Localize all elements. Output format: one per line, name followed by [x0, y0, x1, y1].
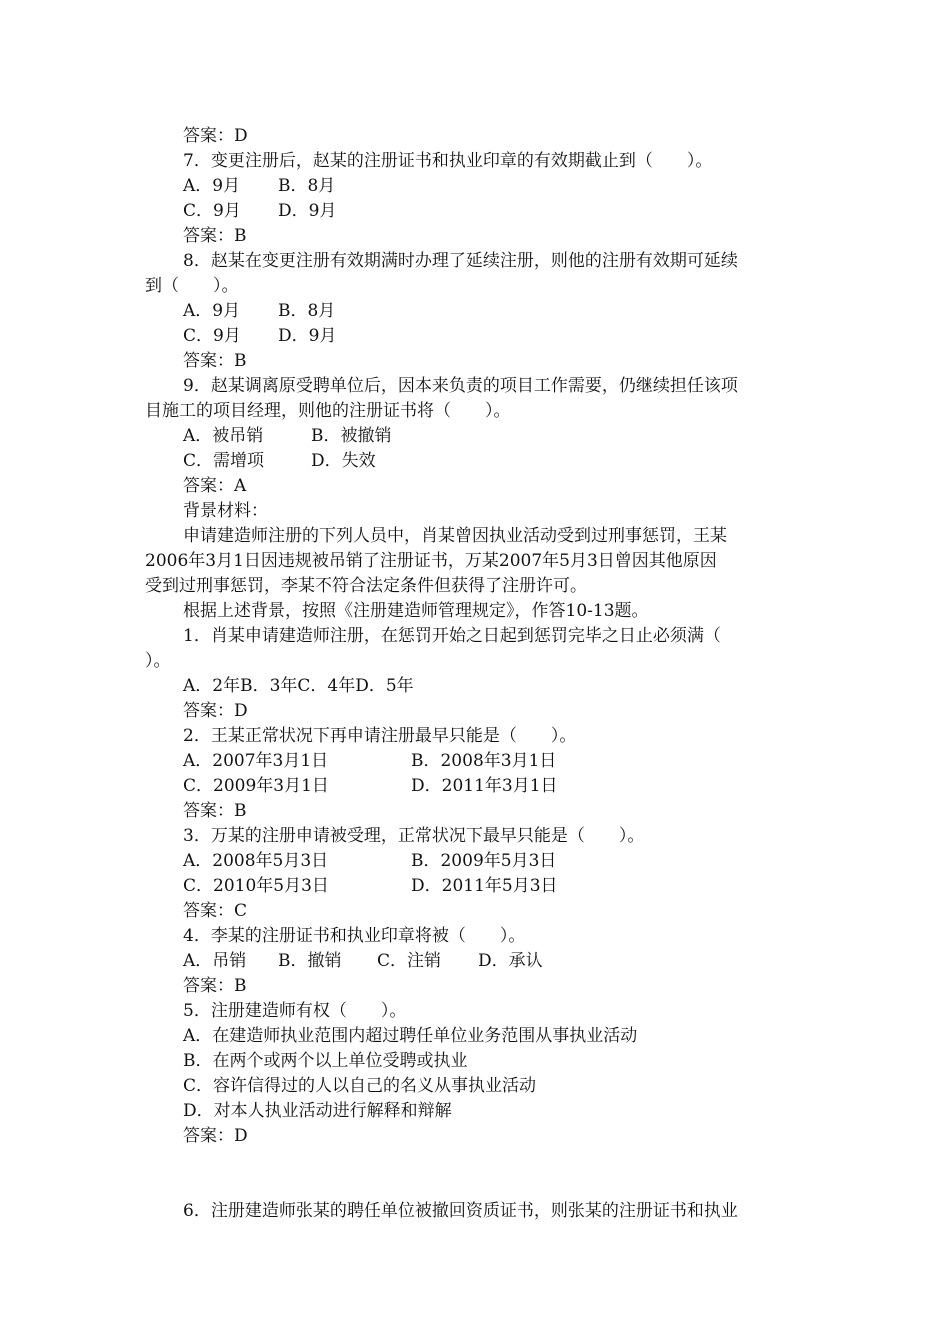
question-1-cont: ）。	[145, 651, 171, 671]
option-c: C．9月	[183, 201, 241, 221]
instruction-text: 根据上述背景，按照《注册建造师管理规定》，作答10-13题。	[183, 601, 649, 621]
option-a: A．在建造师执业范围内超过聘任单位业务范围从事执业活动	[183, 1026, 638, 1046]
option-c: C．注销	[377, 951, 442, 971]
background-heading: 背景材料：	[183, 501, 268, 521]
question-6: 6．注册建造师张某的聘任单位被撤回资质证书，则张某的注册证书和执业	[183, 1201, 738, 1221]
option-d: D．失效	[311, 451, 376, 471]
option-a: A．2008年5月3日	[183, 851, 329, 871]
option-d: D．2011年5月3日	[411, 876, 558, 896]
option-b: B．8月	[278, 176, 336, 196]
answer-line: 答案：C	[183, 901, 248, 921]
option-c: C．2009年3月1日	[183, 776, 329, 796]
option-d: D．9月	[278, 201, 337, 221]
option-a: A．吊销	[183, 951, 247, 971]
answer-line: 答案：D	[183, 126, 248, 146]
option-d: D．2011年3月1日	[411, 776, 558, 796]
option-c: C．需增项	[183, 451, 265, 471]
answer-line: 答案：A	[183, 476, 247, 496]
option-c: C．2010年5月3日	[183, 876, 329, 896]
option-b: B．2008年3月1日	[411, 751, 557, 771]
question-9: 9．赵某调离原受聘单位后，因本来负责的项目工作需要，仍继续担任该项	[183, 376, 738, 396]
option-d: D．对本人执业活动进行解释和辩解	[183, 1101, 452, 1121]
answer-line: 答案：B	[183, 226, 247, 246]
question-3: 3．万某的注册申请被受理，正常状况下最早只能是（ ）。	[183, 826, 645, 846]
option-b: B．撤销	[278, 951, 342, 971]
option-c: C．容许信得过的人以自己的名义从事执业活动	[183, 1076, 537, 1096]
background-text: 申请建造师注册的下列人员中，肖某曾因执业活动受到过刑事惩罚，王某	[183, 526, 727, 546]
answer-line: 答案：B	[183, 801, 247, 821]
option-b: B．8月	[278, 301, 336, 321]
question-4: 4．李某的注册证书和执业印章将被（ ）。	[183, 926, 526, 946]
answer-line: 答案：B	[183, 351, 247, 371]
question-8: 8．赵某在变更注册有效期满时办理了延续注册，则他的注册有效期可延续	[183, 251, 738, 271]
option-a: A．2007年3月1日	[183, 751, 329, 771]
option-d: D．9月	[278, 326, 337, 346]
question-2: 2．王某正常状况下再申请注册最早只能是（ ）。	[183, 726, 577, 746]
option-a: A．9月	[183, 301, 241, 321]
option-a: A．被吊销	[183, 426, 264, 446]
question-7: 7．变更注册后，赵某的注册证书和执业印章的有效期截止到（ ）。	[183, 151, 713, 171]
option-a: A．9月	[183, 176, 241, 196]
question-8-cont: 到（ ）。	[145, 276, 239, 296]
background-text: 受到过刑事惩罚，李某不符合法定条件但获得了注册许可。	[145, 576, 587, 596]
option-d: D．承认	[478, 951, 543, 971]
background-text: 2006年3月1日因违规被吊销了注册证书，万某2007年5月3日曾因其他原因	[145, 551, 717, 571]
options-row: A．2年B．3年C．4年D．5年	[183, 676, 414, 696]
question-9-cont: 目施工的项目经理，则他的注册证书将（ ）。	[145, 401, 511, 421]
option-b: B．被撤销	[311, 426, 392, 446]
answer-line: 答案：D	[183, 701, 248, 721]
option-c: C．9月	[183, 326, 241, 346]
answer-line: 答案：B	[183, 976, 247, 996]
answer-line: 答案：D	[183, 1126, 248, 1146]
option-b: B．2009年5月3日	[411, 851, 557, 871]
question-5: 5．注册建造师有权（ ）。	[183, 1001, 407, 1021]
question-1: 1．肖某申请建造师注册，在惩罚开始之日起到惩罚完毕之日止必须满（	[183, 626, 721, 646]
option-b: B．在两个或两个以上单位受聘或执业	[183, 1051, 468, 1071]
